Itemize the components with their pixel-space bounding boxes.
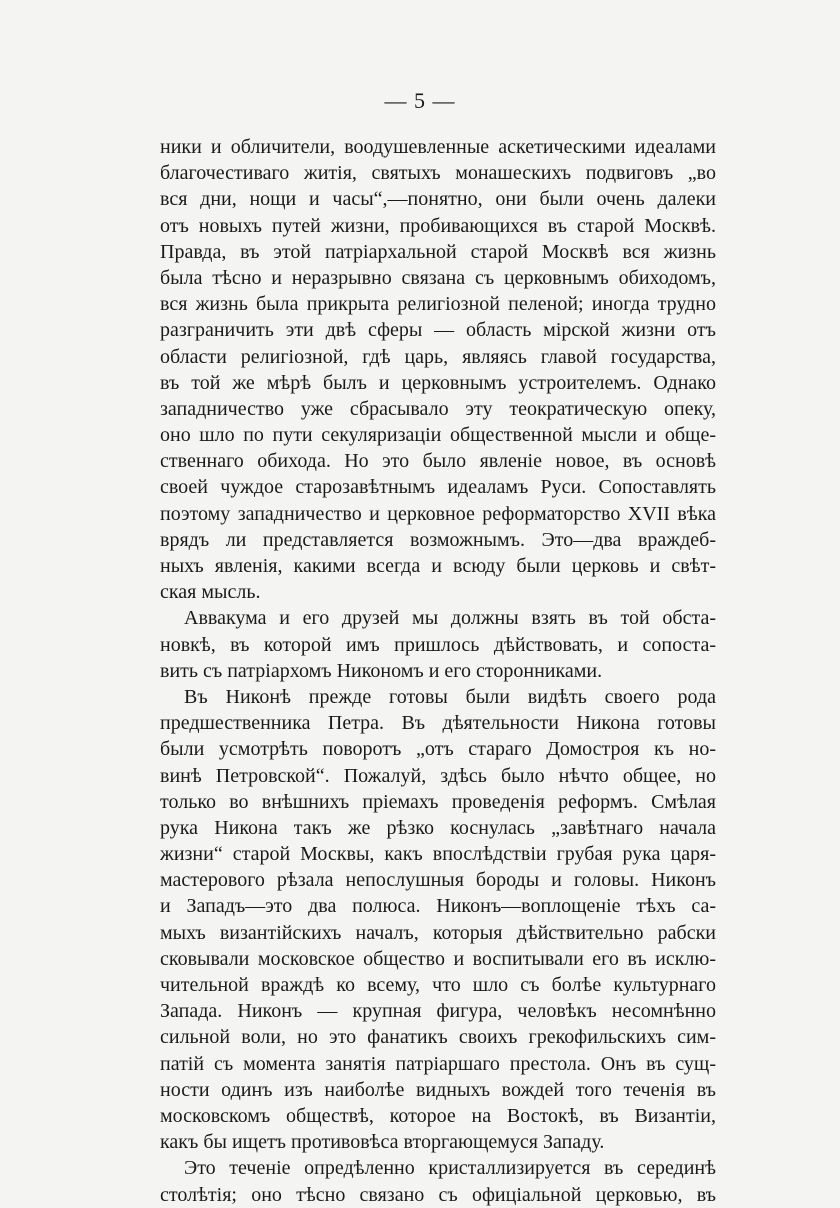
text-line: ныхъ явленія, какими всегда и всюду были церковь и свѣт- — [160, 555, 716, 577]
text-line: и Западъ—это два полюса. Никонъ—воплощеніе тѣхъ са- — [160, 895, 716, 918]
text-line: были усмотрѣть поворотъ „отъ стараго Домостроя къ но- — [160, 738, 716, 761]
text-line: Правда, въ этой патріархальной старой Москвѣ вся жизнь — [160, 240, 716, 263]
text-line: Въ Никонѣ прежде готовы были видѣть своего рода — [184, 685, 716, 708]
text-line: рука Никона такъ же рѣзко коснулась „завѣтнаго начала — [160, 816, 716, 839]
text-line: вся жизнь была прикрыта религіозной пеленой; иногда трудно — [160, 293, 716, 316]
text-line: новкѣ, въ которой имъ пришлось дѣйствовать, и сопоста- — [160, 633, 716, 656]
text-line: мыхъ византійскихъ началъ, которыя дѣйствительно рабски — [160, 921, 716, 944]
text-line: поэтому западничество и церковное реформаторство XVII вѣка — [160, 502, 716, 525]
text-line: области религіозной, гдѣ царь, являясь главой государства, — [160, 345, 716, 368]
text-line: ности одинъ изъ наиболѣе видныхъ вождей того теченія въ — [160, 1078, 716, 1101]
text-line: отъ новыхъ путей жизни, пробивающихся въ старой Москвѣ. — [160, 214, 716, 237]
text-line: западничество уже сбрасывало эту теократическую опеку, — [160, 397, 716, 420]
text-line: въ той же мѣрѣ былъ и церковнымъ устроителемъ. Однако — [160, 371, 716, 394]
text-line: ственнаго обихода. Но это было явленіе новое, въ основѣ — [160, 450, 716, 473]
page-number: — 5 — — [384, 88, 456, 113]
text-line: сковывали московское общество и воспитывали его въ исклю- — [160, 947, 716, 970]
text-line: врядъ ли представляется возможнымъ. Это—два враждеб- — [160, 528, 716, 551]
text-line: столѣтія; оно тѣсно связано съ офиціальной церковью, въ — [160, 1183, 716, 1206]
text-line: ская мысль. — [160, 581, 261, 604]
text-line: только во внѣшнихъ пріемахъ проведенія реформъ. Смѣлая — [160, 790, 716, 813]
text-line: предшественника Петра. Въ дѣятельности Никона готовы — [160, 712, 716, 735]
text-line: Запада. Никонъ — крупная фигура, человѣкъ несомнѣнно — [160, 1000, 716, 1023]
text-line: какъ бы ищетъ противовѣса вторгающемуся Западу. — [160, 1131, 605, 1154]
text-line: винѣ Петровской“. Пожалуй, здѣсь было нѣчто общее, но — [160, 764, 716, 787]
text-line: оно шло по пути секуляризаціи общественной мысли и обще- — [160, 424, 716, 447]
text-line: своей чуждое старозавѣтнымъ идеаламъ Руси. Сопоставлять — [160, 476, 716, 499]
text-line: жизни“ старой Москвы, какъ впослѣдствіи грубая рука царя- — [160, 843, 716, 866]
text-line: вить съ патріархомъ Никономъ и его сторонниками. — [160, 659, 603, 682]
text-line: московскомъ обществѣ, которое на Востокѣ, въ Византіи, — [160, 1104, 716, 1127]
text-line: патій съ момента занятія патріаршаго престола. Онъ въ сущ- — [160, 1052, 716, 1075]
text-line: была тѣсно и неразрывно связана съ церковнымъ обиходомъ, — [160, 266, 716, 289]
body-text — [160, 134, 716, 1208]
text-line: вся дни, нощи и часы“,—понятно, они были очень далеки — [160, 188, 716, 211]
text-line: сильной воли, но это фанатикъ своихъ грекофильскихъ сим- — [160, 1026, 716, 1049]
text-line: мастерового рѣзала непослушныя бороды и головы. Никонъ — [160, 869, 716, 892]
text-line: ники и обличители, воодушевленные аскетическими идеалами — [160, 136, 716, 158]
text-line: благочестиваго житія, святыхъ монашескихъ подвиговъ „во — [160, 162, 716, 185]
text-line: разграничить эти двѣ сферы — область мірской жизни отъ — [160, 319, 716, 342]
text-line: чительной враждѣ ко всему, что шло съ болѣе культурнаго — [160, 974, 716, 996]
text-line: Аввакума и его друзей мы должны взять въ той обста- — [184, 607, 716, 630]
text-line: Это теченіе опредѣленно кристаллизируется въ серединѣ — [184, 1157, 716, 1180]
